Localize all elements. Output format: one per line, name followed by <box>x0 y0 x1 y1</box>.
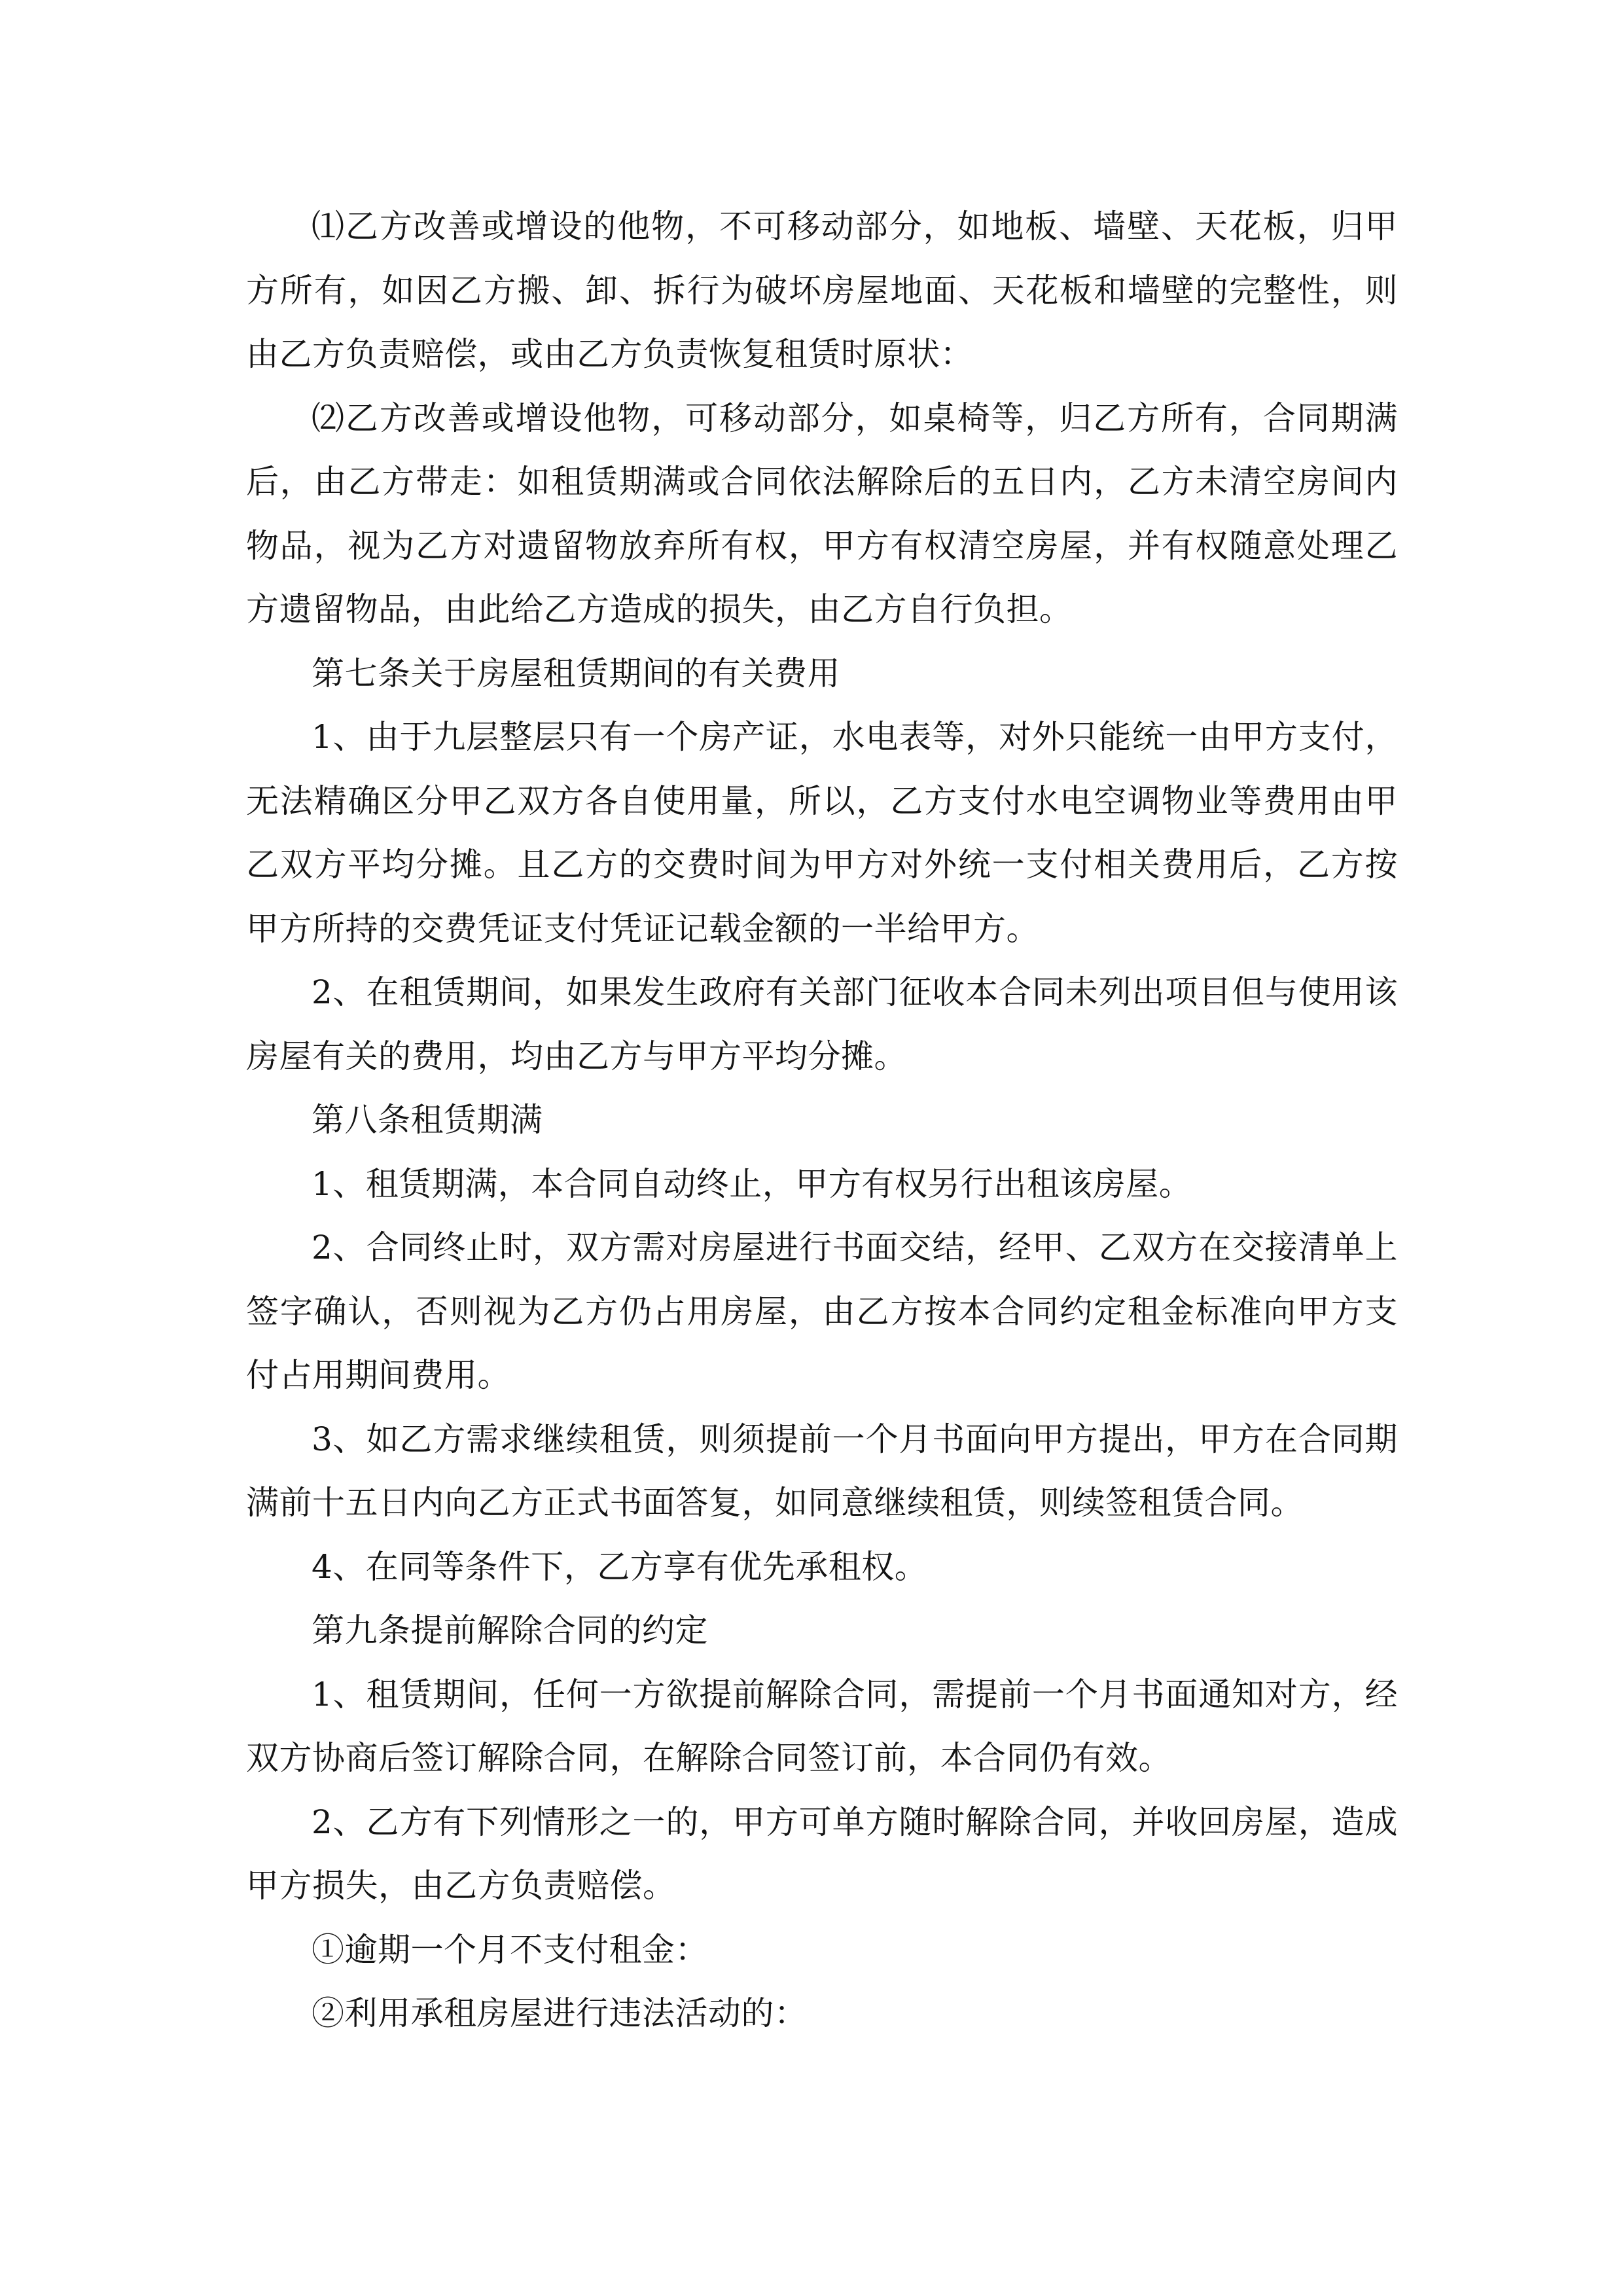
paragraph-article-9-item-1: 1、租赁期间，任何一方欲提前解除合同，需提前一个月书面通知对方，经双方协商后签订解除合同，在解除合同签订前，本合同仍有效。 <box>246 1675 1398 1777</box>
document-body <box>246 195 1398 2046</box>
paragraph-article-8-item-3: 3、如乙方需求继续租赁，则须提前一个月书面向甲方提出，甲方在合同期满前十五日内向乙方正式书面答复，如同意继续租赁，则续签租赁合同。 <box>246 1420 1398 1522</box>
paragraph-article-9-sub-1: ①逾期一个月不支付租金： <box>312 1930 708 1969</box>
article-9-heading: 第九条提前解除合同的约定 <box>312 1611 708 1649</box>
paragraph-article-9-item-2: 2、乙方有下列情形之一的，甲方可单方随时解除合同，并收回房屋，造成甲方损失，由乙方负责赔偿。 <box>246 1803 1398 1905</box>
paragraph-article-7-item-1: 1、由于九层整层只有一个房产证，水电表等，对外只能统一由甲方支付，无法精确区分甲乙双方各自使用量，所以，乙方支付水电空调物业等费用由甲乙双方平均分摊。且乙方的交费时间为甲方对外统一支付相关费用后，乙方按甲方所持的交费凭证支付凭证记载金额的一半给甲方。 <box>246 718 1398 948</box>
article-8-heading: 第八条租赁期满 <box>312 1101 543 1139</box>
paragraph-improvement-immovable: ⑴乙方改善或增设的他物，不可移动部分，如地板、墙壁、天花板，归甲方所有，如因乙方搬、卸、拆行为破坏房屋地面、天花板和墙壁的完整性，则由乙方负责赔偿，或由乙方负责恢复租赁时原状： <box>246 207 1398 373</box>
article-7-heading: 第七条关于房屋租赁期间的有关费用 <box>312 654 840 692</box>
paragraph-article-9-sub-2: ②利用承租房屋进行违法活动的： <box>312 1994 808 2032</box>
paragraph-article-8-item-1: 1、租赁期满，本合同自动终止，甲方有权另行出租该房屋。 <box>312 1164 1192 1203</box>
paragraph-article-8-item-4: 4、在同等条件下，乙方享有优先承租权。 <box>312 1547 928 1586</box>
paragraph-improvement-movable: ⑵乙方改善或增设他物，可移动部分，如桌椅等，归乙方所有，合同期满后，由乙方带走：如租赁期满或合同依法解除后的五日内，乙方未清空房间内物品，视为乙方对遗留物放弃所有权，甲方有权清空房屋，并有权随意处理乙方遗留物品，由此给乙方造成的损失，由乙方自行负担。 <box>246 399 1398 628</box>
paragraph-article-7-item-2: 2、在租赁期间，如果发生政府有关部门征收本合同未列出项目但与使用该房屋有关的费用，均由乙方与甲方平均分摊。 <box>246 973 1398 1075</box>
paragraph-article-8-item-2: 2、合同终止时，双方需对房屋进行书面交结，经甲、乙双方在交接清单上签字确认，否则视为乙方仍占用房屋，由乙方按本合同约定租金标准向甲方支付占用期间费用。 <box>246 1229 1398 1394</box>
